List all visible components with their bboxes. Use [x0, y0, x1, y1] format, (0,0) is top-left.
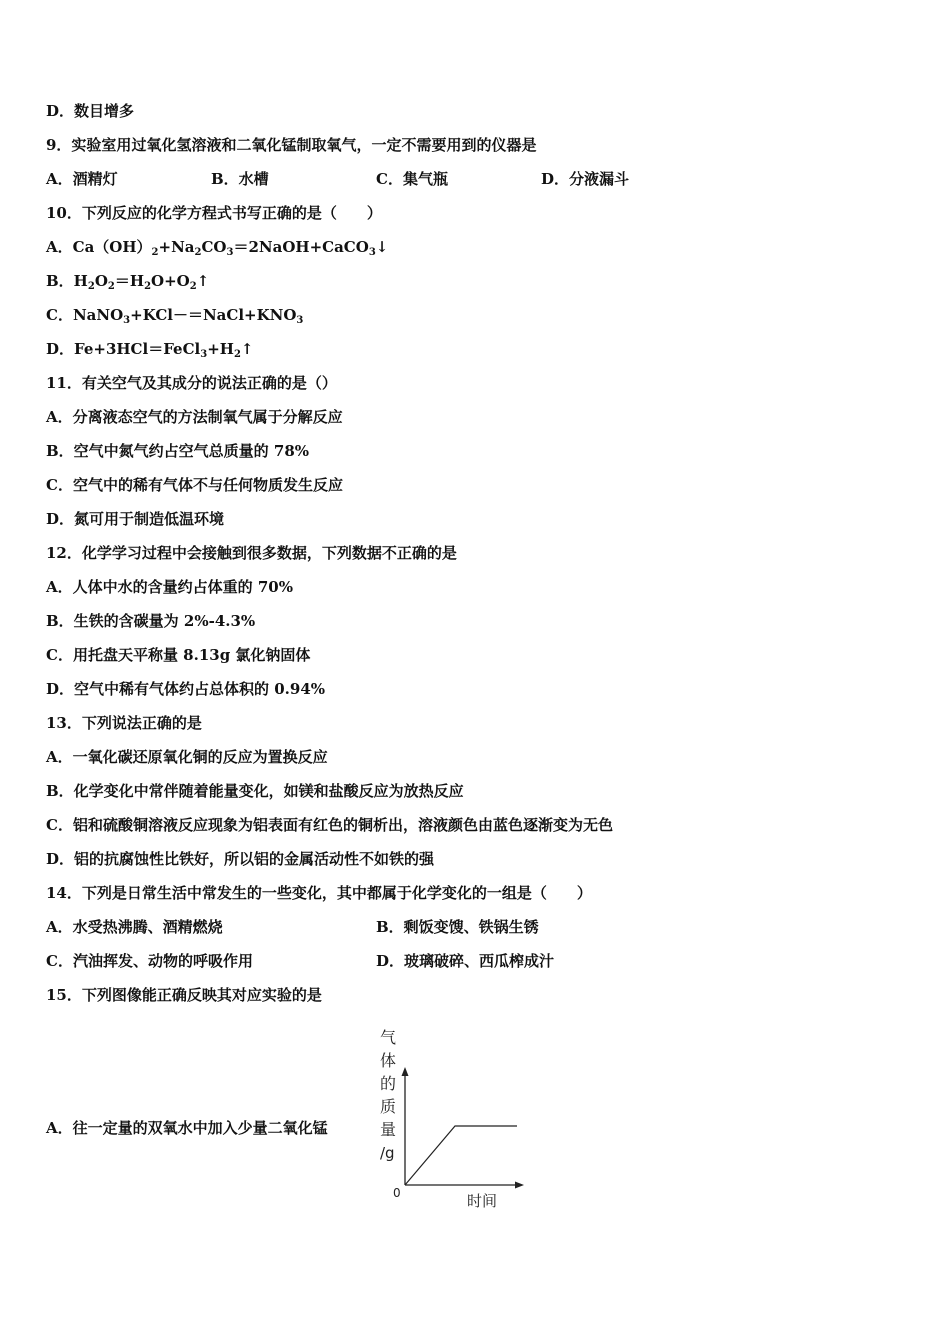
q12-option-b: B．生铁的含碳量为 2%-4.3% — [46, 612, 256, 630]
q15-option-a: A．往一定量的双氧水中加入少量二氧化锰 — [46, 1119, 328, 1137]
y-axis-arrow — [402, 1067, 409, 1076]
q13-option-d: D．铝的抗腐蚀性比铁好，所以铝的金属活动性不如铁的强 — [46, 850, 435, 868]
q12-option-a: A．人体中水的含量约占体重的 70% — [46, 578, 293, 596]
origin-label: 0 — [393, 1186, 401, 1200]
q9-option-c: C．集气瓶 — [376, 170, 448, 188]
q11-option-a: A．分离液态空气的方法制氧气属于分解反应 — [46, 408, 343, 426]
y-label-char-1: 体 — [380, 1051, 397, 1070]
q11-option-b: B．空气中氮气约占空气总质量的 78% — [46, 442, 310, 460]
x-axis-label: 时间 — [467, 1192, 498, 1210]
q15-stem: 15．下列图像能正确反映其对应实验的是 — [46, 986, 322, 1004]
q14-option-c: C．汽油挥发、动物的呼吸作用 — [46, 952, 253, 970]
q13-option-b: B．化学变化中常伴随着能量变化，如镁和盐酸反应为放热反应 — [46, 782, 464, 800]
gas-mass-graph — [375, 1025, 535, 1215]
q12-stem: 12．化学学习过程中会接触到很多数据，下列数据不正确的是 — [46, 544, 457, 562]
q9-option-a: A．酒精灯 — [46, 170, 118, 188]
q14-option-b: B．剩饭变馊、铁锅生锈 — [376, 918, 539, 936]
y-label-char-0: 气 — [380, 1028, 397, 1047]
q13-stem: 13．下列说法正确的是 — [46, 714, 202, 732]
q11-stem: 11．有关空气及其成分的说法正确的是（） — [46, 374, 337, 392]
q9-stem: 9．实验室用过氧化氢溶液和二氧化锰制取氧气，一定不需要用到的仪器是 — [46, 136, 537, 154]
q14-stem: 14．下列是日常生活中常发生的一些变化，其中都属于化学变化的一组是（ ） — [46, 884, 592, 902]
q13-option-a: A．一氧化碳还原氧化铜的反应为置换反应 — [46, 748, 328, 766]
y-label-char-5: /g — [380, 1144, 395, 1162]
q10-option-a: A．$Ca(OH)_2+Na_2CO_3=2NaOH+CaCO_3↓$ — [46, 238, 389, 258]
q14-option-d: D．玻璃破碎、西瓜榨成汁 — [376, 952, 555, 970]
q12-option-c: C．用托盘天平称量 8.13g 氯化钠固体 — [46, 646, 311, 664]
q10-option-d: D．$Fe+3HCl=FeCl_3+H_2↑$ — [46, 340, 254, 360]
q14-option-a: A．水受热沸腾、酒精燃烧 — [46, 918, 223, 936]
x-axis-arrow — [515, 1182, 524, 1189]
q12-option-d: D．空气中稀有气体约占总体积的 0.94% — [46, 680, 326, 698]
gas-mass-curve — [405, 1126, 517, 1185]
q10-option-c: C．$NaNO_3+KCl-=NaCl+KNO_3$ — [46, 306, 304, 326]
q13-option-c: C．铝和硫酸铜溶液反应现象为铝表面有红色的铜析出，溶液颜色由蓝色逐渐变为无色 — [46, 816, 613, 834]
y-label-char-4: 量 — [380, 1120, 397, 1139]
q8-option-d: D．数目增多 — [46, 102, 135, 120]
q11-option-c: C．空气中的稀有气体不与任何物质发生反应 — [46, 476, 343, 494]
q10-stem: 10．下列反应的化学方程式书写正确的是（ ） — [46, 204, 382, 222]
q9-option-d: D．分液漏斗 — [541, 170, 630, 188]
q10-option-b: B．$H_2O_2=H_2O+O_2↑$ — [46, 272, 210, 292]
q9-option-b: B．水槽 — [211, 170, 269, 188]
y-label-char-2: 的 — [380, 1074, 397, 1093]
q11-option-d: D．氮可用于制造低温环境 — [46, 510, 225, 528]
y-label-char-3: 质 — [380, 1097, 397, 1116]
